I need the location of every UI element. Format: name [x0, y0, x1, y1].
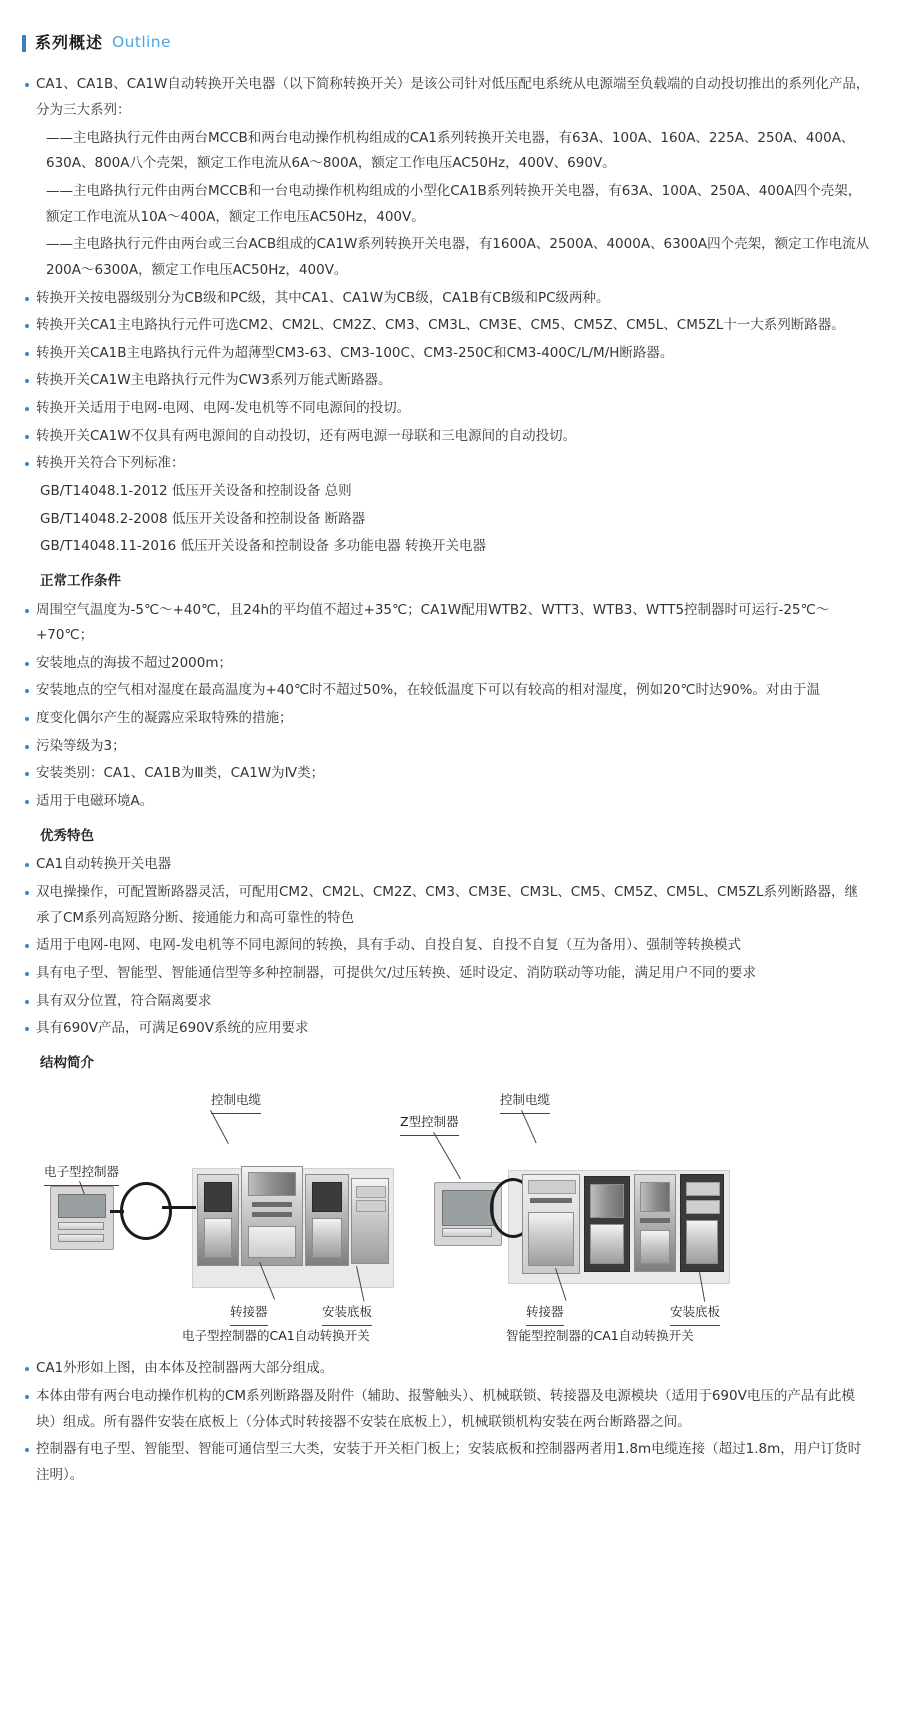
- section-heading: 优秀特色: [40, 827, 94, 844]
- list-item: 具有双分位置，符合隔离要求: [22, 989, 870, 1015]
- list-item: 双电操操作，可配置断路器灵活，可配用CM2、CM2L、CM2Z、CM3、CM3E、CM3L、CM5、CM5Z、CM5L、CM5ZL系列断路器，继承了CM系列高短路分断、接通能力和高可靠性的特色: [22, 880, 870, 931]
- leader-line-control-cable-left: [210, 1110, 229, 1144]
- list-item: 周围空气温度为-5℃～+40℃，且24h的平均值不超过+35℃；CA1W配用WTB2、WTT3、WTB3、WTT5控制器时可运行-25℃～+70℃；: [22, 598, 870, 649]
- interlock-top-cover: [248, 1172, 296, 1196]
- operator-base-3: [590, 1224, 624, 1264]
- list-item: 转换开关CA1主电路执行元件可选CM2、CM2L、CM2Z、CM3、CM3L、CM3E、CM5、CM5Z、CM5L、CM5ZL十一大系列断路器。: [22, 313, 870, 339]
- list-item: CA1外形如上图，由本体及控制器两大部分组成。: [22, 1356, 870, 1382]
- list-item: 转换开关按电器级别分为CB级和PC级，其中CA1、CA1W为CB级，CA1B有CB级和PC级两种。: [22, 286, 870, 312]
- conditions-section: [22, 569, 870, 815]
- section-heading: 结构简介: [40, 1054, 94, 1071]
- breaker-slot-right-2: [640, 1218, 670, 1223]
- list-item: 具有电子型、智能型、智能通信型等多种控制器，可提供欠/过压转换、延时设定、消防联动等功能，满足用户不同的要求: [22, 961, 870, 987]
- breaker-housing-3: [528, 1212, 574, 1266]
- list-item: 转换开关CA1W不仅具有两电源间的自动投切，还有两电源一母联和三电源间的自动投切。: [22, 424, 870, 450]
- list-item: 控制器有电子型、智能型、智能可通信型三大类，安装于开关柜门板上；安装底板和控制器两者用1.8m电缆连接（超过1.8m，用户订货时注明）。: [22, 1437, 870, 1488]
- list-item: 适用于电磁环境A。: [22, 789, 870, 815]
- terminal-block-right-1: [528, 1180, 576, 1194]
- title-chinese: 系列概述: [35, 33, 104, 52]
- list-item: 具有690V产品，可满足690V系统的应用要求: [22, 1016, 870, 1042]
- label-mount-plate-left: 安装底板: [322, 1300, 372, 1326]
- list-item: 转换开关符合下列标准：: [22, 451, 870, 477]
- adapter-terminal-right-1: [686, 1182, 720, 1196]
- standard-item: GB/T14048.2-2008 低压开关设备和控制设备 断路器: [40, 510, 366, 527]
- title-english: Outline: [112, 33, 171, 52]
- interlock-slot-1: [252, 1202, 292, 1207]
- operator-face-3: [590, 1184, 624, 1218]
- page-title: [22, 28, 870, 58]
- standard-item: GB/T14048.1-2012 低压开关设备和控制设备 总则: [40, 483, 352, 499]
- adapter-terminal-left-2: [356, 1200, 386, 1212]
- label-electronic-controller: 电子型控制器: [44, 1160, 119, 1186]
- leader-line-z-controller: [433, 1132, 461, 1179]
- section-heading: 正常工作条件: [40, 572, 121, 589]
- list-item: 转换开关CA1B主电路执行元件为超薄型CM3-63、CM3-100C、CM3-250C和CM3-400C/L/M/H断路器。: [22, 341, 870, 367]
- list-item: 转换开关适用于电网-电网、电网-发电机等不同电源间的投切。: [22, 396, 870, 422]
- adapter-terminal-right-2: [686, 1200, 720, 1214]
- figure-caption-right: 智能型控制器的CA1自动转换开关: [506, 1328, 694, 1344]
- label-control-cable-right: 控制电缆: [500, 1088, 550, 1114]
- cable-lead-left-2: [162, 1206, 196, 1209]
- interlock-slot-2: [252, 1212, 292, 1217]
- list-item: 转换开关CA1W主电路执行元件为CW3系列万能式断路器。: [22, 368, 870, 394]
- label-mount-plate-right: 安装底板: [670, 1300, 720, 1326]
- interlock-base: [248, 1226, 296, 1258]
- breaker-housing-2: [312, 1218, 342, 1258]
- cable-lead-left: [110, 1210, 124, 1213]
- controller-terminal-strip: [58, 1234, 104, 1242]
- z-controller-keypad: [442, 1228, 492, 1237]
- features-section: [22, 824, 870, 1042]
- list-item: ——主电路执行元件由两台MCCB和一台电动操作机构组成的小型化CA1B系列转换开关电器，有63A、100A、250A、400A四个壳架，额定工作电流从10A～400A，额定工作电压AC50Hz，400V。: [46, 182, 862, 225]
- breaker-base-4: [640, 1230, 670, 1264]
- structure-section: [22, 1051, 870, 1489]
- list-item: 安装地点的海拔不超过2000m；: [22, 651, 870, 677]
- list-item: CA1自动转换开关电器: [22, 852, 870, 878]
- control-cable-left: [120, 1182, 172, 1240]
- structure-figure: [22, 1086, 862, 1344]
- standard-item: GB/T14048.11-2016 低压开关设备和控制设备 多功能电器 转换开关电器: [40, 538, 487, 555]
- breaker-face-4: [640, 1182, 670, 1212]
- title-accent-bar: [22, 35, 26, 52]
- breaker-housing-1: [204, 1218, 232, 1258]
- label-z-controller: Z型控制器: [400, 1110, 459, 1136]
- list-item: 度变化偶尔产生的凝露应采取特殊的措施；: [22, 706, 870, 732]
- adapter-base-right: [686, 1220, 718, 1264]
- list-item: 适用于电网-电网、电网-发电机等不同电源间的转换，具有手动、自投自复、自投不自复（互为备用）、强制等转换模式: [22, 933, 870, 959]
- list-item: ——主电路执行元件由两台或三台ACB组成的CA1W系列转换开关电器，有1600A、2500A、4000A、6300A四个壳架，额定工作电流从200A～6300A，额定工作电压AC50Hz，400V。: [46, 236, 870, 278]
- z-controller-display: [442, 1190, 494, 1226]
- label-adapter-left: 转接器: [230, 1300, 268, 1326]
- list-item: 本体由带有两台电动操作机构的CM系列断路器及附件（辅助、报警触头）、机械联锁、转接器及电源模块（适用于690V电压的产品有此模块）组成。所有器件安装在底板上（分体式时转接器不安装在底板上），机械联锁机构安装在两台断路器之间。: [22, 1384, 870, 1435]
- label-control-cable-left: 控制电缆: [211, 1088, 261, 1114]
- breaker-slot-right-1: [530, 1198, 572, 1203]
- leader-line-control-cable-right: [521, 1110, 537, 1143]
- list-item: 安装类别：CA1、CA1B为Ⅲ类，CA1W为Ⅳ类；: [22, 761, 870, 787]
- list-item: 污染等级为3；: [22, 734, 870, 760]
- label-adapter-right: 转接器: [526, 1300, 564, 1326]
- breaker-operator-1: [204, 1182, 232, 1212]
- figure-caption-left: 电子型控制器的CA1自动转换开关: [182, 1328, 370, 1344]
- list-item: 安装地点的空气相对湿度在最高温度为+40℃时不超过50%，在较低温度下可以有较高的相对湿度，例如20℃时达90%。对由于温: [22, 678, 870, 704]
- list-item: CA1、CA1B、CA1W自动转换开关电器（以下简称转换开关）是该公司针对低压配电系统从电源端至负载端的自动投切推出的系列化产品，分为三大系列：: [22, 72, 870, 123]
- controller-display: [58, 1194, 106, 1218]
- breaker-operator-2: [312, 1182, 342, 1212]
- overview-section: [22, 72, 870, 560]
- adapter-terminal-left-1: [356, 1186, 386, 1198]
- controller-keypad: [58, 1222, 104, 1230]
- list-item: ——主电路执行元件由两台MCCB和两台电动操作机构组成的CA1系列转换开关电器，有63A、100A、160A、225A、250A、400A、630A、800A八个壳架，额定工作电流从6A～800A，额定工作电压AC50Hz，400V、690V。: [46, 129, 855, 172]
